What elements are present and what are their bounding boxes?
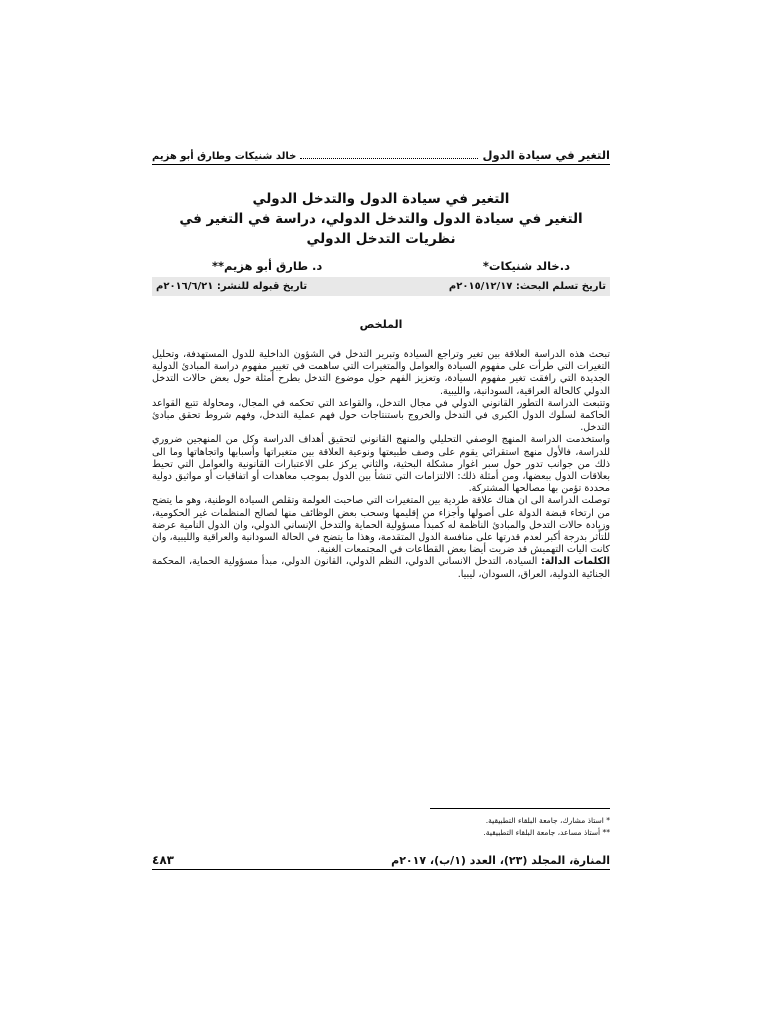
article-title [152, 189, 610, 249]
footnote-1: * استاذ مشارك، جامعة البلقاء التطبيقية. [485, 816, 610, 825]
article-title-line1: التغير في سيادة الدول والتدخل الدولي [252, 191, 510, 207]
date-accepted: تاريخ قبوله للنشر: ٢٠١٦/٦/٢١م [156, 281, 308, 292]
article-title-line2: التغير في سيادة الدول والتدخل الدولي، دراسة في التغير في نظريات التدخل الدولي [179, 211, 583, 247]
dates-bar [152, 277, 610, 296]
keywords-label: الكلمات الدالة: [541, 556, 610, 568]
running-header-authors: خالد شنيكات وطارق أبو هزيم [152, 151, 297, 162]
footer-journal: المنارة، المجلد (٢٣)، العدد (١/ب)، ٢٠١٧م [391, 854, 610, 867]
page-number: ٤٨٣ [152, 853, 174, 867]
running-header-title: التغير في سيادة الدول [482, 148, 610, 162]
running-header [152, 148, 610, 165]
authors [152, 259, 610, 277]
footnotes [430, 808, 610, 839]
abstract-body [152, 349, 610, 581]
date-received: تاريخ تسلم البحث: ٢٠١٥/١٢/١٧م [448, 281, 606, 292]
author-second: د. طارق أبو هزيم** [212, 259, 323, 273]
abstract-paragraph: تبحث هذه الدراسة العلاقة بين تغير وتراجع السيادة وتبرير التدخل في الشؤون الداخلية للدول المستهدفة، وتحليل التغيرات التي طرأت على مفهوم السيادة والعوامل والمتغيرات التي ساهمت في تغيير مفهوم دراسة المبادئ الدولية الجديدة التي رافقت تغير مفهوم السيادة، وتعزيز الفهم حول موضوع التدخل بطرح أمثلة حول بعض حالات التدخل الدولي كالحالة العراقية، السودانية، والليبية. [152, 349, 610, 397]
abstract-paragraph: توصلت الدراسة الى ان هناك علاقة طردية بين المتغيرات التي صاحبت العولمة وتقلص السيادة الوطنية، وهو ما يتضح من ارتخاء قبضة الدولة على أصولها وأجزاء من إقليمها وسحب بعض الوظائف منها لصالح المنظمات غير الحكومية، وزيادة حالات التدخل والمبادئ الناظمة له كمبدأ مسؤولية الحماية والتدخل الإنساني الدولي، وان الدول النامية عرضة للتأثر بدرجة أكبر لعدم قدرتها على منافسة الدول المتقدمة، وهذا ما يتضح في الحالة السودانية والعراقية والليبية، وان كانت اليات التهميش قد ضربت أيضا بعض القطاعات في المجتمعات الغنية. [152, 495, 610, 556]
page-footer [152, 853, 610, 870]
keywords-text: السيادة، التدخل الانساني الدولي، النظم الدولي، القانون الدولي، مبدأ مسؤولية الحماية، المحكمة الجنائية الدولية، العراق، السودان، ليبيا. [152, 556, 610, 580]
page [152, 148, 610, 867]
footnote-2: ** أستاذ مساعد، جامعة البلقاء التطبيقية. [483, 828, 610, 837]
abstract-paragraph: واستخدمت الدراسة المنهج الوصفي التحليلي والمنهج القانوني لتحقيق أهداف الدراسة وكل من المنهجين ضروري للدراسة، فالأول منهج استقرائي يقوم على وصف طبيعتها ونوعية العلاقة بين متغيراتها وأسبابها واتجاهاتها وما الى ذلك من جوانب تدور حول سبر اغوار مشكلة البحثية، والثاني يركز على الاعتبارات القانونية والعوامل التي تحيط بعلاقات الدول ببعضها، ومن أمثلة ذلك: الالتزامات التي تنشأ بين الدول بموجب معاهدات أو اتفاقيات أو مواثيق دولية محددة تؤمن بها مصالحها المشتركة. [152, 434, 610, 495]
author-first: د.خالد شنيكات* [482, 259, 570, 273]
running-header-leader [300, 158, 478, 159]
abstract-heading: الملخص [359, 318, 403, 331]
abstract-paragraph: وتتبعت الدراسة التطور القانوني الدولي في مجال التدخل، والقواعد التي تحكمه في المجال، ومحاولة تتبع القواعد الحاكمة لسلوك الدول الكبرى في التدخل والخروج باستنتاجات حول فهم عملية التدخل، وفهم شروط تحقق مبادئ التدخل. [152, 397, 610, 434]
keywords [152, 556, 610, 580]
